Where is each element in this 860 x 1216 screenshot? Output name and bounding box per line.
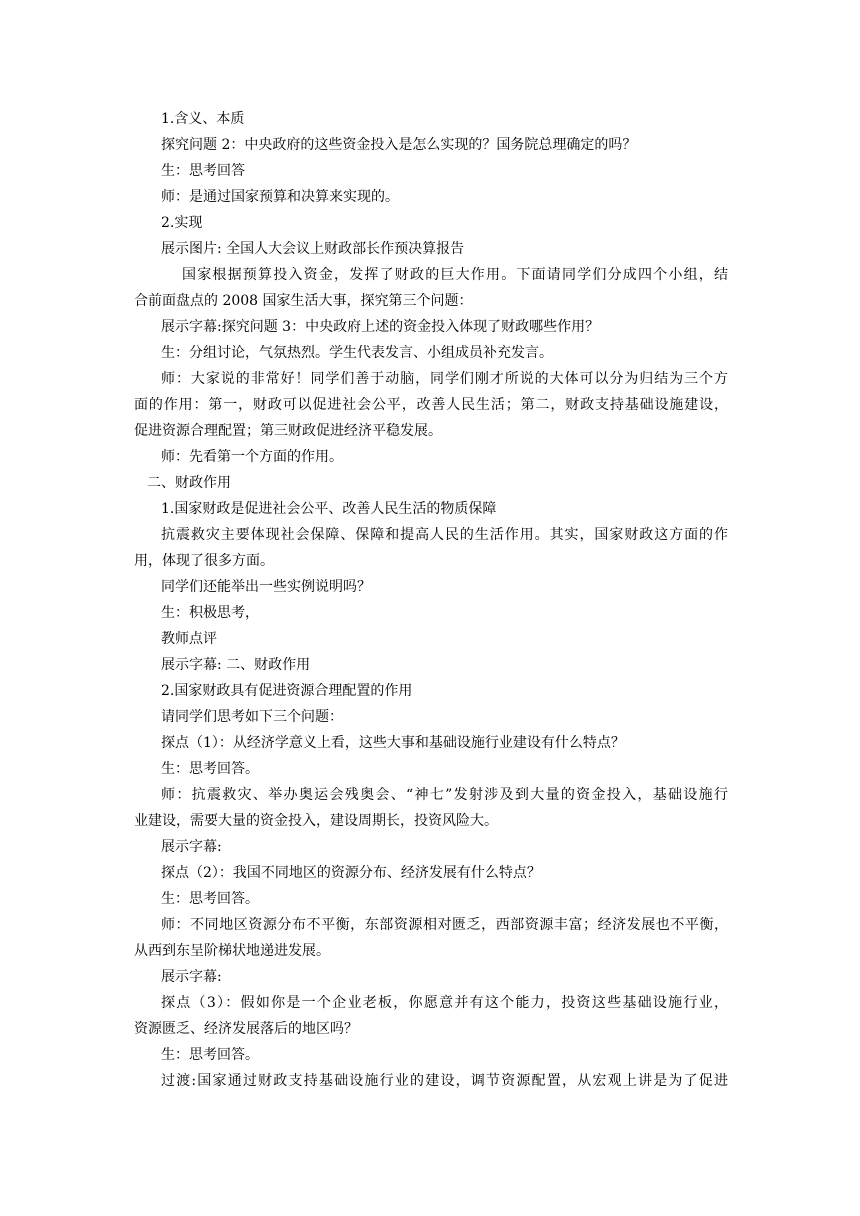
section-heading: 2.实现 <box>161 215 203 231</box>
paragraph-line: 面的作用：第一，财政可以促进社会公平，改善人民生活；第二，财政支持基础设施建设， <box>134 397 728 413</box>
paragraph-line: 用，体现了很多方面。 <box>134 553 274 569</box>
subsection-heading: 2.国家财政具有促进资源合理配置的作用 <box>161 683 413 699</box>
paragraph-line: 教师点评 <box>161 631 217 647</box>
paragraph-line: 探点（3）：假如你是一个企业老板，你愿意并有这个能力，投资这些基础设施行业， <box>161 995 728 1011</box>
paragraph-line: 师：不同地区资源分布不平衡，东部资源相对匮乏，西部资源丰富；经济发展也不平衡， <box>161 917 728 933</box>
paragraph-line: 展示字幕: <box>161 839 222 855</box>
paragraph-line: 请同学们思考如下三个问题： <box>161 709 343 725</box>
section-heading: 二、财政作用 <box>147 475 231 491</box>
paragraph-line: 生：积极思考， <box>161 605 259 621</box>
section-heading: 1.含义、本质 <box>161 111 245 127</box>
paragraph-line: 师：是通过国家预算和决算来实现的。 <box>161 189 399 205</box>
paragraph-line: 国家根据预算投入资金，发挥了财政的巨大作用。下面请同学们分成四个小组，结 <box>182 267 728 283</box>
paragraph-line: 生：思考回答。 <box>161 761 259 777</box>
subsection-heading: 1.国家财政是促进社会公平、改善人民生活的物质保障 <box>161 501 497 517</box>
paragraph-line: 展示字幕: <box>161 969 222 985</box>
paragraph-line: 师：先看第一个方面的作用。 <box>161 449 343 465</box>
paragraph-line: 探究问题 2：中央政府的这些资金投入是怎么实现的？国务院总理确定的吗？ <box>161 137 637 153</box>
paragraph-line: 展示字幕:探究问题 3：中央政府上述的资金投入体现了财政哪些作用？ <box>161 319 600 335</box>
paragraph-line: 师：抗震救灾、举办奥运会残奥会、“神七”发射涉及到大量的资金投入，基础设施行 <box>161 787 728 803</box>
paragraph-line: 师：大家说的非常好！同学们善于动脑，同学们刚才所说的大体可以分为归结为三个方 <box>161 371 728 387</box>
paragraph-line: 合前面盘点的 2008 国家生活大事，探究第三个问题： <box>134 293 473 309</box>
paragraph-line: 生：思考回答。 <box>161 891 259 907</box>
paragraph-line: 展示图片: 全国人大会议上财政部长作预决算报告 <box>161 241 465 257</box>
paragraph-line: 探点（1）：从经济学意义上看，这些大事和基础设施行业建设有什么特点？ <box>161 735 625 751</box>
paragraph-line: 促进资源合理配置；第三财政促进经济平稳发展。 <box>134 423 442 439</box>
paragraph-line: 生：思考回答 <box>161 163 245 179</box>
paragraph-line: 业建设，需要大量的资金投入，建设周期长，投资风险大。 <box>134 813 498 829</box>
paragraph-line: 从西到东呈阶梯状地递进发展。 <box>134 943 330 959</box>
paragraph-line: 展示字幕: 二、财政作用 <box>161 657 311 673</box>
paragraph-line: 生：思考回答。 <box>161 1047 259 1063</box>
paragraph-line: 探点（2）：我国不同地区的资源分布、经济发展有什么特点？ <box>161 865 541 881</box>
paragraph-line: 资源匮乏、经济发展落后的地区吗？ <box>134 1021 358 1037</box>
paragraph-line: 同学们还能举出一些实例说明吗？ <box>161 579 371 595</box>
paragraph-line: 抗震救灾主要体现社会保障、保障和提高人民的生活作用。其实，国家财政这方面的作 <box>161 527 728 543</box>
paragraph-line: 过渡:国家通过财政支持基础设施行业的建设，调节资源配置，从宏观上讲是为了促进 <box>161 1073 728 1089</box>
paragraph-line: 生：分组讨论，气氛热烈。学生代表发言、小组成员补充发言。 <box>161 345 553 361</box>
